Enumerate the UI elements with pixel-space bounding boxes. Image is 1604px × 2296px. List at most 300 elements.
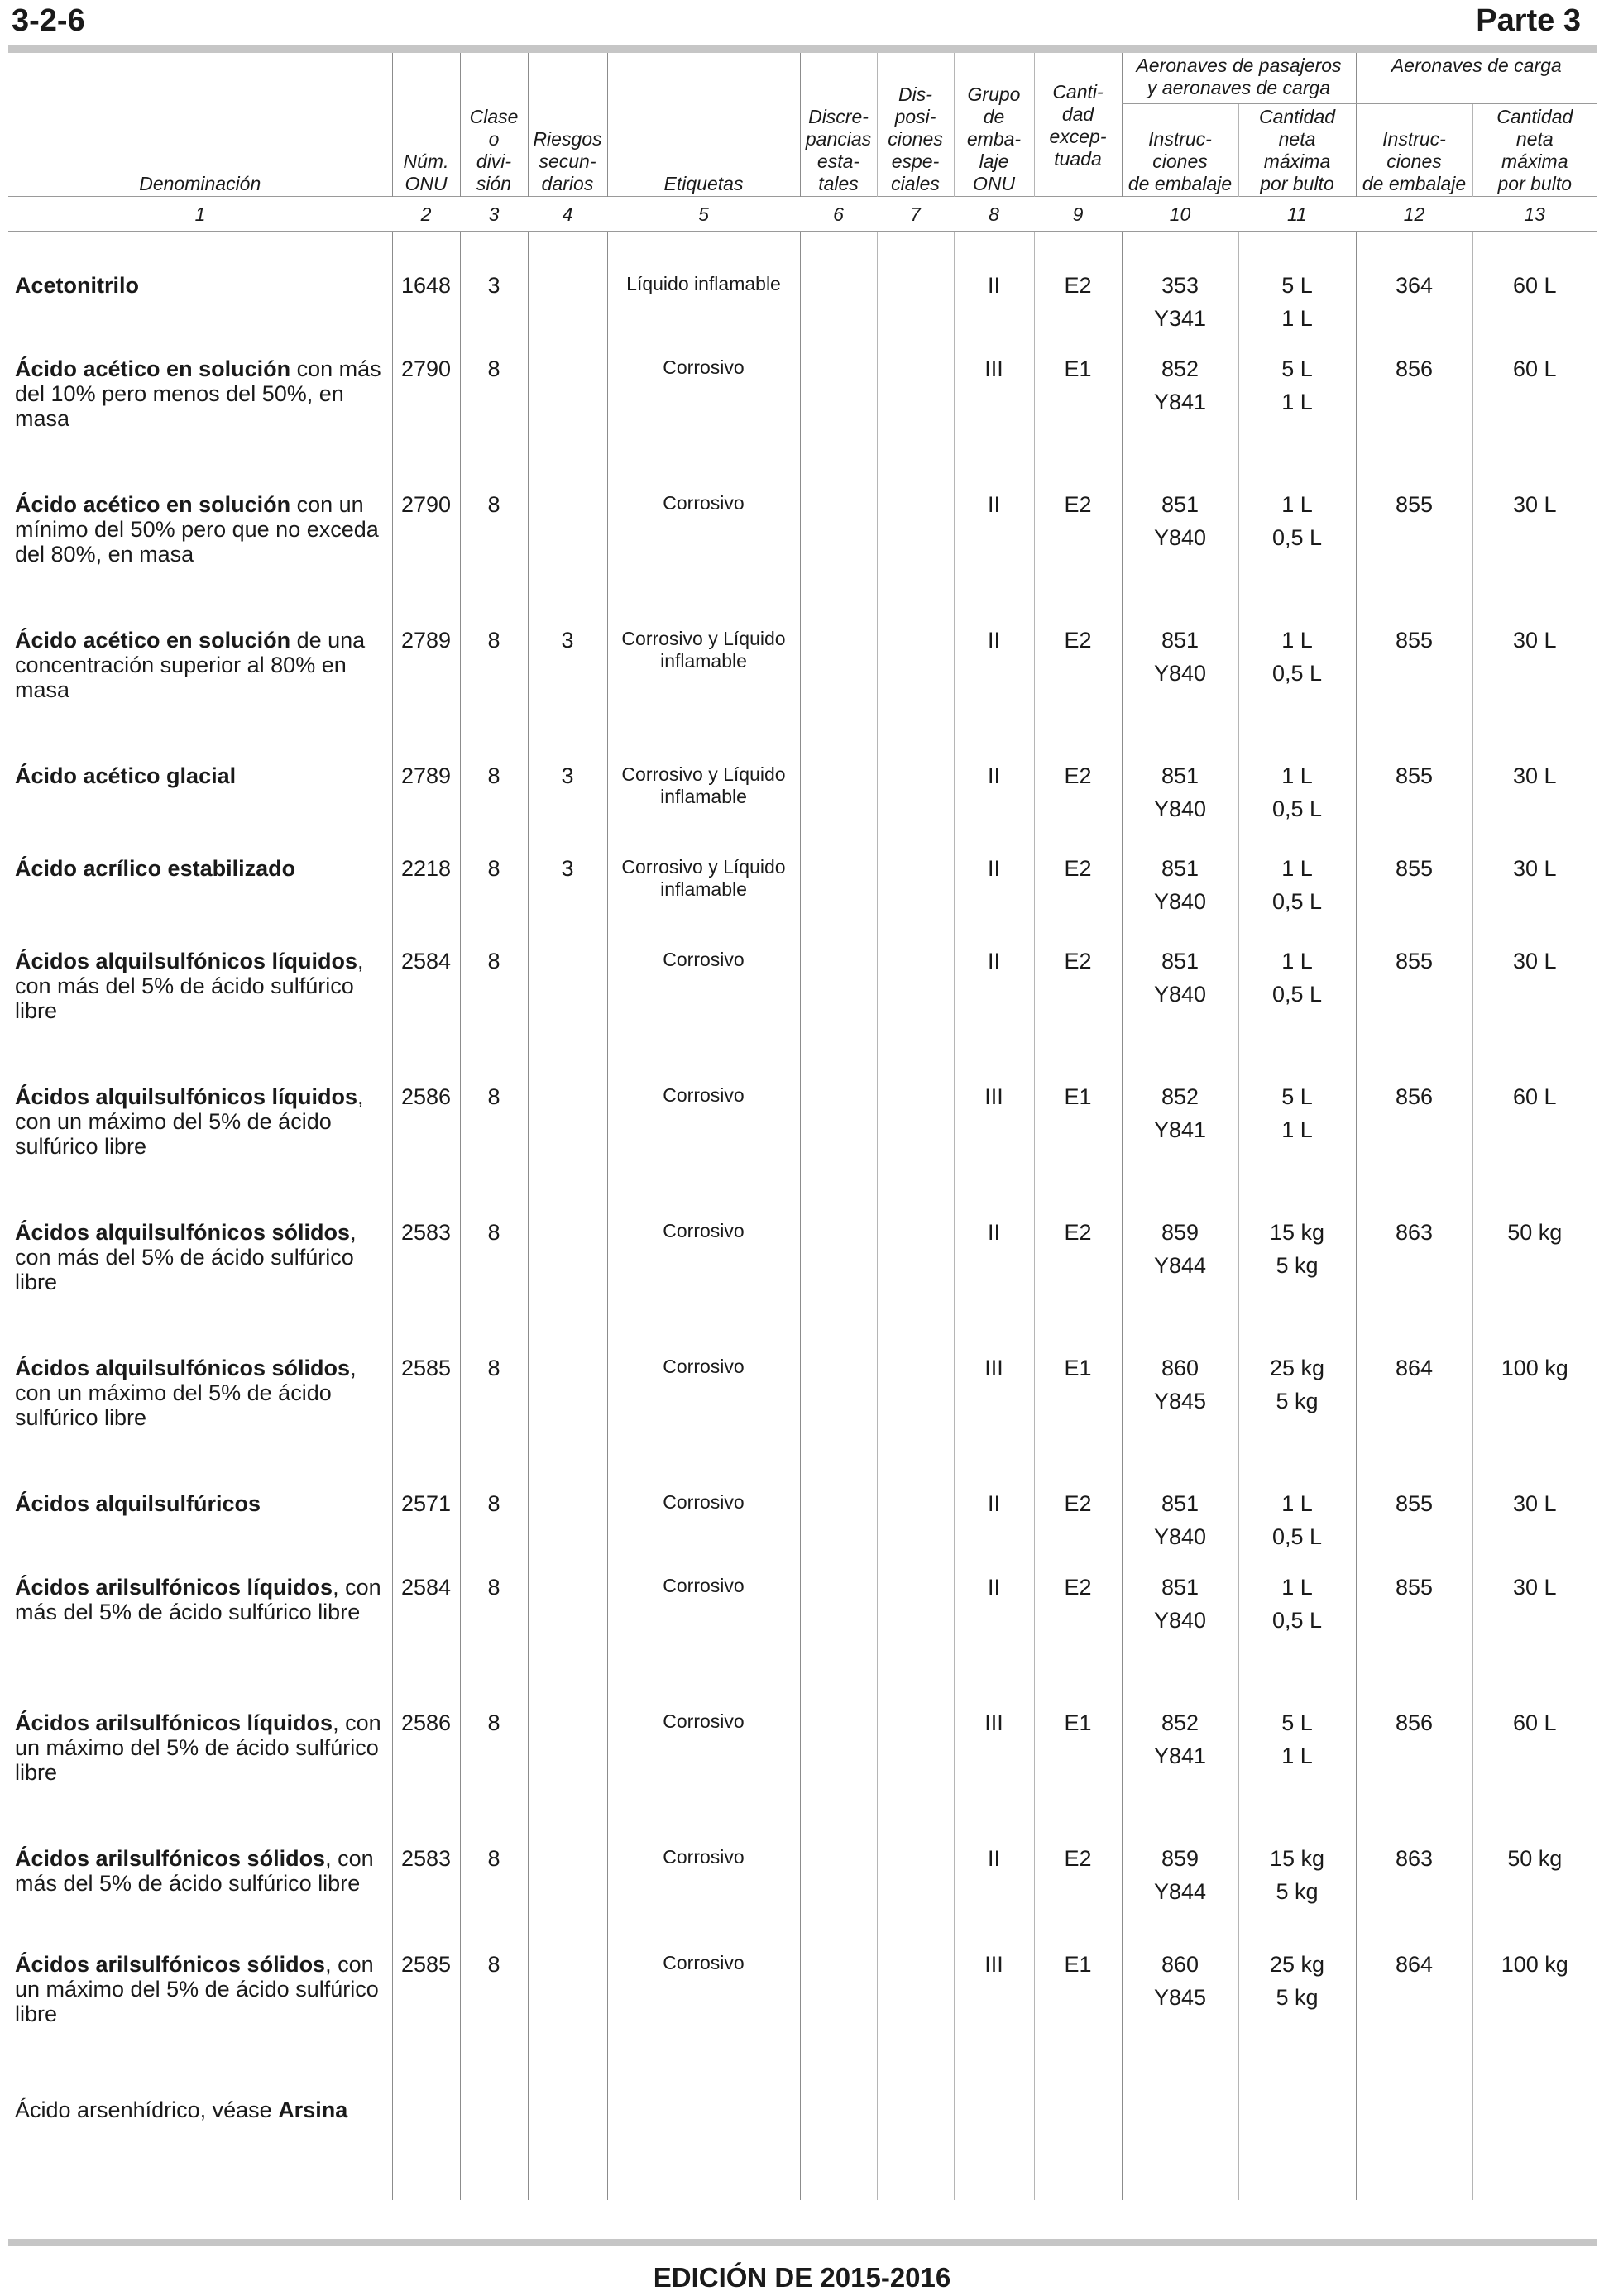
substance-name-bold: Ácidos arilsulfónicos sólidos [15, 1846, 326, 1871]
limited-quantity-instruction: Y840 [1153, 661, 1207, 686]
max-net-quantity-cargo: 30 L [1472, 1478, 1597, 1562]
special-provision [877, 1071, 954, 1207]
max-net-quantity-cargo: 50 kg [1472, 1207, 1597, 1342]
hazard-label: Corrosivo y Líquido inflamable [607, 615, 800, 750]
special-provision [877, 1342, 954, 1478]
state-variation [800, 615, 877, 750]
subsidiary-risk: 3 [528, 615, 607, 750]
col-number: 8 [954, 197, 1034, 232]
packing-instruction-cargo: 864 [1356, 1342, 1472, 1478]
limited-quantity-instruction: Y840 [1153, 982, 1207, 1007]
subsidiary-risk [528, 1833, 607, 1939]
special-provision [877, 479, 954, 615]
substance-name [8, 1939, 392, 2074]
packing-instruction-cargo: 855 [1356, 843, 1472, 935]
col-number: 9 [1034, 197, 1122, 232]
col-riesgos: Riesgos secun- darios [528, 53, 607, 197]
un-number: 2585 [392, 1342, 460, 1478]
packing-instruction-passenger [1122, 479, 1238, 615]
col-denominacion: Denominación [139, 173, 261, 194]
substance-name-bold: Ácido acético glacial [15, 763, 237, 788]
special-provision [877, 260, 954, 343]
limited-quantity: 1 L [1281, 1117, 1313, 1142]
limited-quantity: 0,5 L [1271, 982, 1323, 1007]
packing-instruction: 851 [1161, 1491, 1199, 1516]
state-variation [800, 479, 877, 615]
col-number: 3 [460, 197, 528, 232]
limited-quantity: 5 kg [1276, 1879, 1319, 1904]
subsidiary-risk [528, 1207, 607, 1342]
col-number: 6 [800, 197, 877, 232]
substance-name [8, 615, 392, 750]
special-provision [877, 1207, 954, 1342]
packing-instruction-passenger [1122, 1939, 1238, 2074]
class-division: 8 [460, 1207, 528, 1342]
substance-name [8, 843, 392, 935]
class-division: 8 [460, 1342, 528, 1478]
col-number: 1 [8, 197, 392, 232]
limited-quantity: 1 L [1281, 306, 1313, 331]
substance-name [8, 1342, 392, 1478]
state-variation [800, 260, 877, 343]
max-net-quantity-cargo: 60 L [1472, 260, 1597, 343]
max-net-quantity-passenger [1238, 1478, 1356, 1562]
substance-name [8, 1207, 392, 1342]
limited-quantity-instruction: Y840 [1153, 889, 1207, 914]
packing-group: II [954, 615, 1034, 750]
excepted-quantity: E2 [1034, 935, 1122, 1071]
packing-instruction-cargo: 855 [1356, 1562, 1472, 1697]
packing-group: II [954, 935, 1034, 1071]
limited-quantity-instruction: Y841 [1153, 1117, 1207, 1142]
packing-instruction-cargo: 864 [1356, 1939, 1472, 2074]
max-net-quantity-cargo: 30 L [1472, 479, 1597, 615]
hazard-label: Corrosivo [607, 343, 800, 479]
hazard-label: Corrosivo [607, 935, 800, 1071]
packing-instruction: 852 [1161, 1710, 1199, 1735]
limited-quantity: 0,5 L [1271, 525, 1323, 550]
max-net-quantity-cargo: 30 L [1472, 750, 1597, 843]
packing-instruction: 353 [1161, 273, 1199, 298]
table-body [8, 232, 1597, 2201]
bottom-rule [8, 2239, 1597, 2246]
excepted-quantity: E1 [1034, 1071, 1122, 1207]
substance-name-bold: Acetonitrilo [15, 273, 140, 298]
table-row [8, 1939, 1597, 2074]
table-row [8, 615, 1597, 750]
un-number: 2583 [392, 1207, 460, 1342]
substance-name-detail: , con más del 5% de ácido sulfúrico libre [15, 1575, 381, 1624]
max-net-quantity-passenger [1238, 1342, 1356, 1478]
special-provision [877, 935, 954, 1071]
packing-instruction-passenger [1122, 1478, 1238, 1562]
special-provision [877, 1833, 954, 1939]
packing-instruction-passenger [1122, 935, 1238, 1071]
subsidiary-risk [528, 1562, 607, 1697]
subsidiary-risk [528, 1478, 607, 1562]
limited-quantity-instruction: Y844 [1153, 1253, 1207, 1278]
packing-instruction-passenger [1122, 260, 1238, 343]
packing-group: III [954, 343, 1034, 479]
substance-name-detail: con un mínimo del 50% pero que no exceda del 80%, en masa [15, 492, 379, 567]
packing-instruction-passenger [1122, 1833, 1238, 1939]
packing-instruction: 851 [1161, 492, 1199, 517]
table-row [8, 343, 1597, 479]
packing-group: II [954, 479, 1034, 615]
packing-instruction: 859 [1161, 1220, 1199, 1245]
col-etiquetas: Etiquetas [607, 53, 800, 197]
packing-instruction-passenger [1122, 1697, 1238, 1833]
table-row [8, 260, 1597, 343]
max-net-quantity-passenger [1238, 750, 1356, 843]
state-variation [800, 1833, 877, 1939]
substance-name-detail: de una concentración superior al 80% en masa [15, 628, 366, 702]
excepted-quantity: E1 [1034, 1697, 1122, 1833]
col-number: 12 [1356, 197, 1472, 232]
class-division: 3 [460, 260, 528, 343]
max-quantity: 5 L [1281, 1084, 1313, 1109]
col-clase: Clase o divi- sión [460, 53, 528, 197]
excepted-quantity: E2 [1034, 1478, 1122, 1562]
max-quantity: 15 kg [1269, 1846, 1325, 1871]
hazard-label: Corrosivo [607, 1071, 800, 1207]
substance-name-bold: Ácidos arilsulfónicos líquidos [15, 1575, 333, 1600]
max-net-quantity-passenger [1238, 843, 1356, 935]
hazard-label: Corrosivo [607, 1478, 800, 1562]
class-division: 8 [460, 1833, 528, 1939]
limited-quantity-instruction: Y844 [1153, 1879, 1207, 1904]
excepted-quantity: E2 [1034, 615, 1122, 750]
table-row [8, 1207, 1597, 1342]
limited-quantity-instruction: Y840 [1153, 1608, 1207, 1633]
table-row [8, 843, 1597, 935]
packing-instruction-cargo: 855 [1356, 479, 1472, 615]
un-number: 2585 [392, 1939, 460, 2074]
excepted-quantity: E2 [1034, 1207, 1122, 1342]
packing-group: III [954, 1342, 1034, 1478]
limited-quantity: 5 kg [1276, 1389, 1319, 1413]
limited-quantity-instruction: Y341 [1153, 306, 1207, 331]
un-number: 2586 [392, 1697, 460, 1833]
max-net-quantity-passenger [1238, 1939, 1356, 2074]
section-number: 3-2-6 [12, 3, 85, 38]
packing-instruction-passenger [1122, 1562, 1238, 1697]
col-number: 13 [1472, 197, 1597, 232]
limited-quantity-instruction: Y840 [1153, 796, 1207, 821]
class-division: 8 [460, 1939, 528, 2074]
col-cantidad-pasajeros: Cantidad neta máxima por bulto [1238, 104, 1356, 197]
substance-name-detail: , con más del 5% de ácido sulfúrico libre [15, 949, 364, 1023]
hazard-label: Corrosivo [607, 1207, 800, 1342]
table-row [8, 1342, 1597, 1478]
subsidiary-risk [528, 935, 607, 1071]
substance-name [8, 343, 392, 479]
max-quantity: 15 kg [1269, 1220, 1325, 1245]
limited-quantity: 5 kg [1276, 1985, 1319, 2010]
limited-quantity: 0,5 L [1271, 796, 1323, 821]
state-variation [800, 1478, 877, 1562]
col-number: 5 [607, 197, 800, 232]
packing-instruction: 851 [1161, 628, 1199, 653]
packing-instruction-cargo: 856 [1356, 1071, 1472, 1207]
substance-name [8, 1562, 392, 1697]
max-net-quantity-cargo: 30 L [1472, 615, 1597, 750]
packing-group: II [954, 1562, 1034, 1697]
packing-instruction-cargo: 856 [1356, 1697, 1472, 1833]
substance-name [8, 260, 392, 343]
subsidiary-risk [528, 1071, 607, 1207]
class-division: 8 [460, 1697, 528, 1833]
column-numbers-row [8, 197, 1597, 232]
un-number: 2586 [392, 1071, 460, 1207]
max-net-quantity-cargo: 50 kg [1472, 1833, 1597, 1939]
substance-name-bold: Ácidos alquilsulfónicos líquidos [15, 949, 358, 973]
packing-instruction: 860 [1161, 1952, 1199, 1977]
cross-reference [8, 2074, 392, 2167]
packing-instruction-passenger [1122, 1071, 1238, 1207]
class-division: 8 [460, 1071, 528, 1207]
substance-name-bold: Ácido acético en solución [15, 492, 291, 517]
subsidiary-risk [528, 1342, 607, 1478]
col-cantidad-exceptuada: Canti- dad excep- tuada [1034, 53, 1122, 197]
max-net-quantity-cargo: 30 L [1472, 935, 1597, 1071]
max-net-quantity-passenger [1238, 260, 1356, 343]
packing-group: II [954, 843, 1034, 935]
max-quantity: 1 L [1281, 492, 1313, 517]
state-variation [800, 1939, 877, 2074]
packing-instruction: 852 [1161, 1084, 1199, 1109]
packing-instruction-passenger [1122, 1342, 1238, 1478]
special-provision [877, 1697, 954, 1833]
state-variation [800, 1697, 877, 1833]
col-disposiciones: Dis- posi- ciones espe- ciales [877, 53, 954, 197]
packing-group: II [954, 1833, 1034, 1939]
excepted-quantity: E1 [1034, 343, 1122, 479]
special-provision [877, 1939, 954, 2074]
max-quantity: 1 L [1281, 763, 1313, 788]
state-variation [800, 1342, 877, 1478]
special-provision [877, 750, 954, 843]
subsidiary-risk [528, 479, 607, 615]
substance-name-bold: Ácidos alquilsulfónicos líquidos [15, 1084, 358, 1109]
state-variation [800, 343, 877, 479]
substance-name-bold: Ácidos alquilsulfónicos sólidos [15, 1356, 351, 1380]
col-cantidad-carga: Cantidad neta máxima por bulto [1472, 104, 1597, 197]
substance-name-detail: , con más del 5% de ácido sulfúrico libre [15, 1846, 374, 1896]
col-number: 11 [1238, 197, 1356, 232]
max-net-quantity-passenger [1238, 1071, 1356, 1207]
max-quantity: 1 L [1281, 949, 1313, 973]
substance-name [8, 935, 392, 1071]
un-number: 2790 [392, 343, 460, 479]
max-quantity: 25 kg [1269, 1356, 1325, 1380]
un-number: 1648 [392, 260, 460, 343]
max-net-quantity-cargo: 60 L [1472, 1697, 1597, 1833]
max-net-quantity-cargo: 100 kg [1472, 1342, 1597, 1478]
state-variation [800, 1207, 877, 1342]
excepted-quantity: E2 [1034, 750, 1122, 843]
special-provision [877, 1562, 954, 1697]
max-net-quantity-cargo: 100 kg [1472, 1939, 1597, 2074]
limited-quantity-instruction: Y840 [1153, 525, 1207, 550]
substance-name-detail: , con más del 5% de ácido sulfúrico libre [15, 1220, 357, 1294]
un-number: 2790 [392, 479, 460, 615]
substance-name [8, 1833, 392, 1939]
substance-name-bold: Ácido acético en solución [15, 356, 291, 381]
substance-name-detail: , con un máximo del 5% de ácido sulfúrico libre [15, 1710, 381, 1785]
top-rule [8, 45, 1597, 53]
max-net-quantity-passenger [1238, 1207, 1356, 1342]
packing-instruction: 851 [1161, 1575, 1199, 1600]
max-net-quantity-cargo: 60 L [1472, 1071, 1597, 1207]
subsidiary-risk: 3 [528, 750, 607, 843]
col-discrepancias: Discre- pancias esta- tales [800, 53, 877, 197]
class-division: 8 [460, 1562, 528, 1697]
subsidiary-risk [528, 343, 607, 479]
hazard-label: Corrosivo [607, 479, 800, 615]
excepted-quantity: E1 [1034, 1939, 1122, 2074]
max-net-quantity-cargo: 60 L [1472, 343, 1597, 479]
limited-quantity-instruction: Y845 [1153, 1985, 1207, 2010]
packing-instruction: 859 [1161, 1846, 1199, 1871]
special-provision [877, 615, 954, 750]
packing-instruction-cargo: 856 [1356, 343, 1472, 479]
class-division: 8 [460, 479, 528, 615]
limited-quantity-instruction: Y845 [1153, 1389, 1207, 1413]
limited-quantity: 0,5 L [1271, 1608, 1323, 1633]
packing-instruction-passenger [1122, 843, 1238, 935]
max-quantity: 5 L [1281, 1710, 1313, 1735]
limited-quantity-instruction: Y841 [1153, 390, 1207, 414]
col-instrucciones-pasajeros: Instruc- ciones de embalaje [1122, 104, 1238, 197]
class-division: 8 [460, 615, 528, 750]
packing-instruction-cargo: 364 [1356, 260, 1472, 343]
max-net-quantity-passenger [1238, 1833, 1356, 1939]
packing-instruction-cargo: 855 [1356, 935, 1472, 1071]
limited-quantity: 5 kg [1276, 1253, 1319, 1278]
un-number: 2583 [392, 1833, 460, 1939]
dangerous-goods-table [8, 53, 1597, 2200]
edition-footer: EDICIÓN DE 2015-2016 [653, 2262, 951, 2293]
packing-instruction-cargo: 855 [1356, 750, 1472, 843]
packing-group: III [954, 1939, 1034, 2074]
col-number: 10 [1122, 197, 1238, 232]
limited-quantity: 1 L [1281, 1744, 1313, 1768]
max-net-quantity-passenger [1238, 479, 1356, 615]
state-variation [800, 1071, 877, 1207]
substance-name-bold: Ácidos alquilsulfónicos sólidos [15, 1220, 351, 1245]
limited-quantity: 0,5 L [1271, 661, 1323, 686]
substance-name-detail: , con un máximo del 5% de ácido sulfúrico libre [15, 1084, 364, 1159]
col-grupo: Grupo de emba- laje ONU [954, 53, 1034, 197]
max-quantity: 1 L [1281, 1491, 1313, 1516]
table-row [8, 479, 1597, 615]
table-row [8, 1071, 1597, 1207]
col-number: 4 [528, 197, 607, 232]
state-variation [800, 935, 877, 1071]
packing-instruction-cargo: 855 [1356, 1478, 1472, 1562]
group-carga: Aeronaves de carga [1356, 53, 1597, 104]
un-number: 2584 [392, 935, 460, 1071]
packing-group: III [954, 1071, 1034, 1207]
max-quantity: 5 L [1281, 356, 1313, 381]
table-row [8, 1562, 1597, 1697]
limited-quantity: 0,5 L [1271, 1524, 1323, 1549]
max-net-quantity-passenger [1238, 935, 1356, 1071]
max-net-quantity-passenger [1238, 1697, 1356, 1833]
subsidiary-risk [528, 1697, 607, 1833]
hazard-label: Líquido inflamable [607, 260, 800, 343]
table-row [8, 1478, 1597, 1562]
max-quantity: 1 L [1281, 628, 1313, 653]
max-net-quantity-passenger [1238, 343, 1356, 479]
un-number: 2218 [392, 843, 460, 935]
packing-group: II [954, 1207, 1034, 1342]
reference-text: Ácido arsenhídrico, véase [15, 2097, 279, 2122]
col-number: 7 [877, 197, 954, 232]
table-row [8, 935, 1597, 1071]
packing-instruction: 851 [1161, 949, 1199, 973]
substance-name-bold: Ácido acético en solución [15, 628, 291, 653]
packing-instruction-passenger [1122, 750, 1238, 843]
max-quantity: 1 L [1281, 856, 1313, 881]
max-net-quantity-passenger [1238, 1562, 1356, 1697]
substance-name [8, 479, 392, 615]
packing-instruction: 851 [1161, 856, 1199, 881]
substance-name [8, 1478, 392, 1562]
part-title: Parte 3 [1476, 3, 1581, 38]
substance-name [8, 1697, 392, 1833]
max-quantity: 1 L [1281, 1575, 1313, 1600]
substance-name [8, 1071, 392, 1207]
substance-name-detail: con más del 10% pero menos del 50%, en masa [15, 356, 381, 431]
substance-name-bold: Ácidos arilsulfónicos líquidos [15, 1710, 333, 1735]
packing-instruction-passenger [1122, 1207, 1238, 1342]
limited-quantity: 1 L [1281, 390, 1313, 414]
excepted-quantity: E2 [1034, 479, 1122, 615]
limited-quantity-instruction: Y841 [1153, 1744, 1207, 1768]
packing-group: II [954, 260, 1034, 343]
state-variation [800, 843, 877, 935]
hazard-label: Corrosivo [607, 1562, 800, 1697]
substance-name-bold: Ácido acrílico estabilizado [15, 856, 296, 881]
max-net-quantity-cargo: 30 L [1472, 1562, 1597, 1697]
hazard-label: Corrosivo [607, 1697, 800, 1833]
excepted-quantity: E2 [1034, 260, 1122, 343]
un-number: 2571 [392, 1478, 460, 1562]
packing-instruction-passenger [1122, 343, 1238, 479]
hazard-label: Corrosivo [607, 1939, 800, 2074]
col-instrucciones-carga: Instruc- ciones de embalaje [1356, 104, 1472, 197]
substance-name-bold: Ácidos arilsulfónicos sólidos [15, 1952, 326, 1977]
excepted-quantity: E1 [1034, 1342, 1122, 1478]
table-row [8, 1833, 1597, 1939]
reference-target[interactable]: Arsina [278, 2097, 348, 2122]
table-row [8, 750, 1597, 843]
class-division: 8 [460, 1478, 528, 1562]
special-provision [877, 1478, 954, 1562]
max-quantity: 25 kg [1269, 1952, 1325, 1977]
hazard-label: Corrosivo [607, 1833, 800, 1939]
packing-instruction: 860 [1161, 1356, 1199, 1380]
packing-instruction: 852 [1161, 356, 1199, 381]
un-number: 2789 [392, 750, 460, 843]
col-num-onu: Núm. ONU [392, 53, 460, 197]
un-number: 2584 [392, 1562, 460, 1697]
table-row [8, 1697, 1597, 1833]
class-division: 8 [460, 843, 528, 935]
substance-name-detail: , con un máximo del 5% de ácido sulfúrico libre [15, 1952, 379, 2026]
